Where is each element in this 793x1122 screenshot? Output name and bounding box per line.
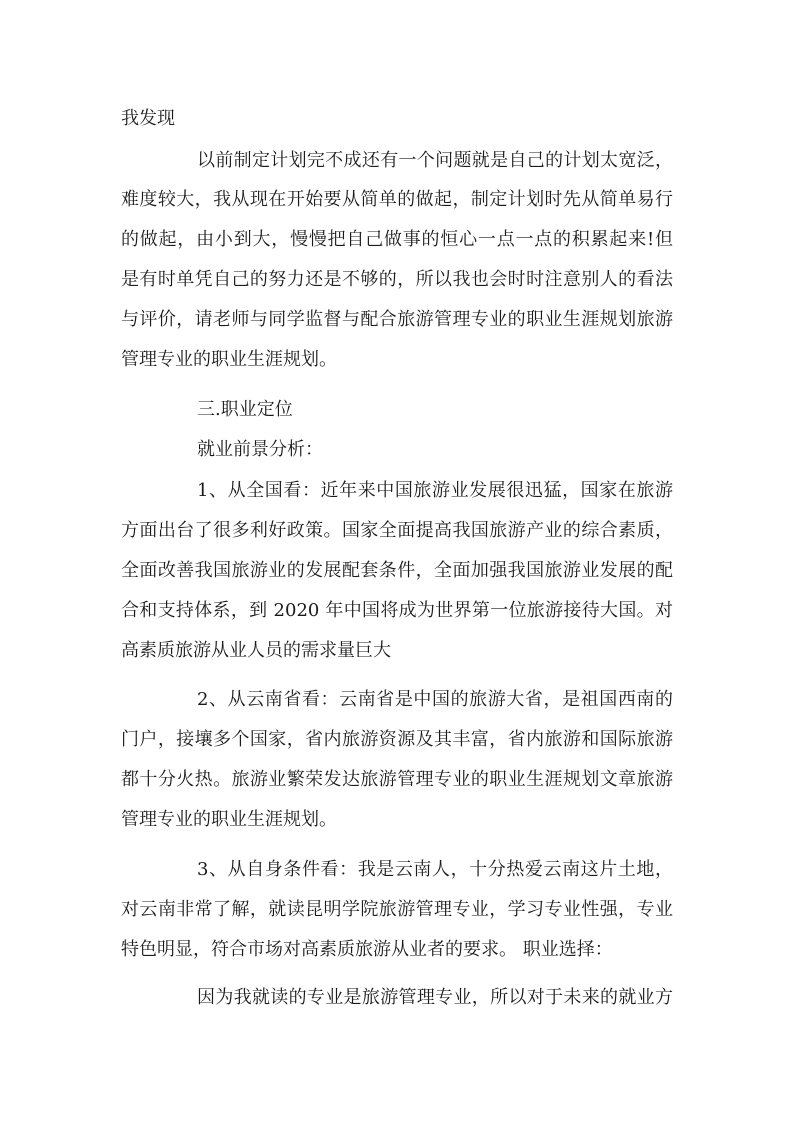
text-line: 管理专业的职业生涯规划。	[121, 809, 337, 830]
section-heading: 三.职业定位	[197, 399, 293, 420]
text-line: 方面出台了很多利好政策。国家全面提高我国旅游产业的综合素质，	[121, 520, 673, 541]
text-line: 是有时单凭自己的努力还是不够的，所以我也会时时注意别人的看法	[121, 269, 673, 290]
text-line: 1、从全国看：近年来中国旅游业发展很迅猛，国家在旅游	[197, 480, 673, 501]
text-line: 特色明显，符合市场对高素质旅游从业者的要求。 职业选择：	[121, 939, 613, 960]
text-line: 都十分火热。旅游业繁荣发达旅游管理专业的职业生涯规划文章旅游	[121, 769, 673, 790]
text-line: 的做起，由小到大，慢慢把自己做事的恒心一点一点的积累起来!但	[121, 229, 673, 250]
text-line: 与评价，请老师与同学监督与配合旅游管理专业的职业生涯规划旅游	[121, 309, 673, 330]
text-line: 合和支持体系，到 2020 年中国将成为世界第一位旅游接待大国。对	[121, 600, 673, 621]
text-line: 我发现	[121, 108, 175, 129]
text-line: 3、从自身条件看：我是云南人，十分热爱云南这片土地，	[197, 859, 673, 880]
text-line: 因为我就读的专业是旅游管理专业，所以对于未来的就业方	[197, 987, 673, 1008]
text-line: 2、从云南省看：云南省是中国的旅游大省，是祖国西南的	[197, 689, 673, 710]
text-line: 管理专业的职业生涯规划。	[121, 349, 337, 370]
text-line: 以前制定计划完不成还有一个问题就是自己的计划太宽泛，	[197, 150, 673, 171]
text-line: 难度较大，我从现在开始要从简单的做起，制定计划时先从简单易行	[121, 189, 673, 210]
text-line: 门户，接壤多个国家，省内旅游资源及其丰富，省内旅游和国际旅游	[121, 729, 673, 750]
text-line: 高素质旅游从业人员的需求量巨大	[121, 640, 391, 661]
text-line: 全面改善我国旅游业的发展配套条件，全面加强我国旅游业发展的配	[121, 560, 673, 581]
subheading: 就业前景分析：	[197, 439, 323, 460]
text-line: 对云南非常了解，就读昆明学院旅游管理专业，学习专业性强，专业	[121, 899, 673, 920]
